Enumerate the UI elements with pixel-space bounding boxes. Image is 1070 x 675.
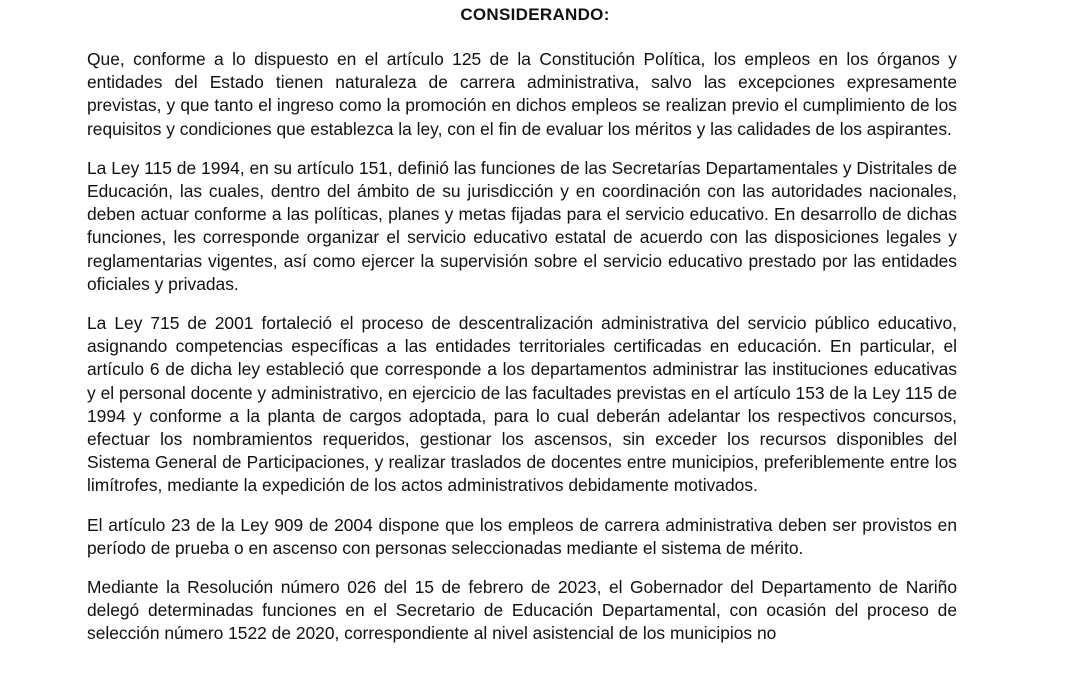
paragraph-constitucion: Que, conforme a lo dispuesto en el artículo 125 de la Constitución Política, los empleos en los órganos y entidades del Estado tienen naturaleza de carrera administrativa, salvo las excepciones expresamente previstas, y que tanto el ingreso como la promoción en dichos empleos se realizan previo el cumplimiento de los requisitos y condiciones que establezca la ley, con el fin de evaluar los méritos y las calidades de los aspirantes. [87, 49, 957, 139]
document-body [87, 48, 957, 646]
paragraph-resolucion-026: Mediante la Resolución número 026 del 15 de febrero de 2023, el Gobernador del Departamento de Nariño delegó determinadas funciones en el Secretario de Educación Departamental, con ocasión del proceso de selección número 1522 de 2020, correspondiente al nivel asistencial de los municipios no [87, 577, 957, 644]
paragraph-ley-715: La Ley 715 de 2001 fortaleció el proceso de descentralización administrativa del servicio público educativo, asignando competencias específicas a las entidades territoriales certificadas en educación. En particular, el artículo 6 de dicha ley estableció que corresponde a los departamentos administrar las instituciones educativas y el personal docente y administrativo, en ejercicio de las facultades previstas en el artículo 153 de la Ley 115 de 1994 y conforme a la planta de cargos adoptada, para lo cual deberán adelantar los respectivos concursos, efectuar los nombramientos requeridos, gestionar los ascensos, sin exceder los recursos disponibles del Sistema General de Participaciones, y realizar traslados de docentes entre municipios, preferiblemente entre los limítrofes, mediante la expedición de los actos administrativos debidamente motivados. [87, 313, 957, 496]
paragraph-ley-909: El artículo 23 de la Ley 909 de 2004 dispone que los empleos de carrera administrativa deben ser provistos en período de prueba o en ascenso con personas seleccionadas mediante el sistema de mérito. [87, 514, 957, 558]
paragraph-ley-115: La Ley 115 de 1994, en su artículo 151, definió las funciones de las Secretarías Departamentales y Distritales de Educación, las cuales, dentro del ámbito de su jurisdicción y en coordinación con las autoridades nacionales, deben actuar conforme a las políticas, planes y metas fijadas para el servicio educativo. En desarrollo de dichas funciones, les corresponde organizar el servicio educativo estatal de acuerdo con las disposiciones legales y reglamentarias vigentes, así como ejercer la supervisión sobre el servicio educativo prestado por las entidades oficiales y privadas. [87, 157, 957, 294]
document-heading: CONSIDERANDO: [460, 5, 610, 24]
